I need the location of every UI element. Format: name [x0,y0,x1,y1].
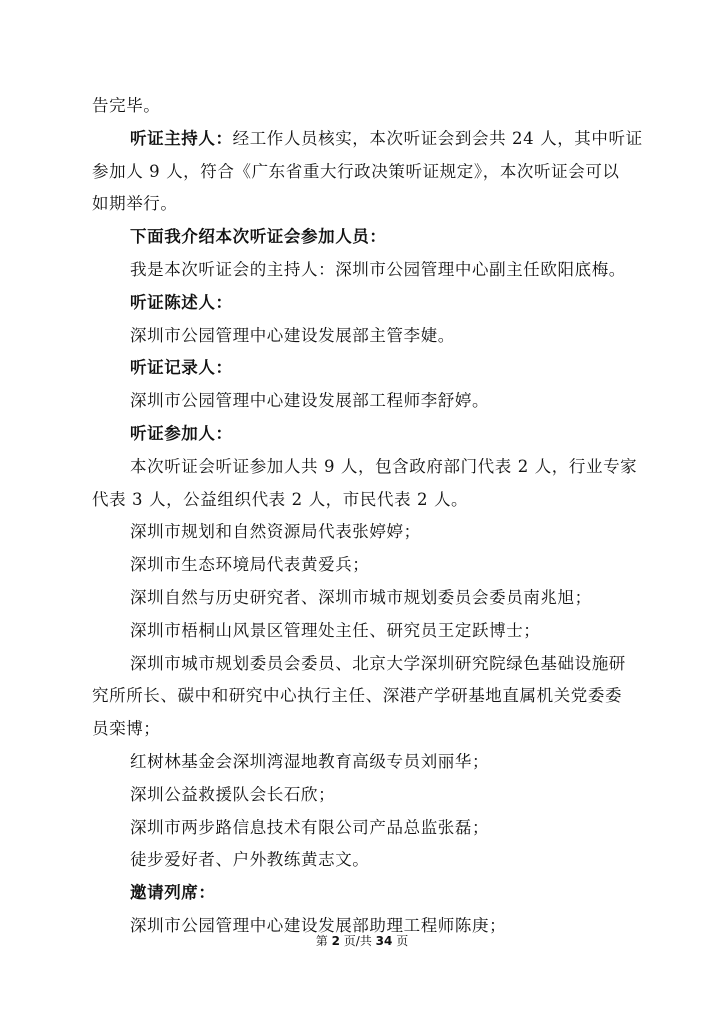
footer-mid: 页/共 [343,934,372,948]
text-line [92,123,643,156]
current-page-number: 2 [331,934,340,948]
section-heading: 邀请列席： [130,883,216,903]
text-line: 如期举行。 [92,194,178,214]
list-item: 红树林基金会深圳湾湿地教育高级专员刘丽华； [130,751,490,771]
text-line: 本次听证会听证参加人共 9 人，包含政府部门代表 2 人，行业专家 [130,456,638,476]
list-item: 深圳市梧桐山风景区管理处主任、研究员王定跃博士； [130,620,541,640]
section-label: 听证主持人： [130,128,233,148]
list-item: 深圳公益救援队会长石欣； [130,784,336,804]
page-footer [0,932,724,949]
text-line: 究所所长、碳中和研究中心执行主任、深港产学研基地直属机关党委委 [92,686,623,706]
list-item: 深圳自然与历史研究者、深圳市城市规划委员会委员南兆旭； [130,587,592,607]
text-line: 员栾博； [92,719,161,739]
list-item: 深圳市公园管理中心建设发展部助理工程师陈庚； [130,915,507,935]
footer-prefix: 第 [315,934,328,948]
total-page-count: 34 [375,934,393,948]
footer-suffix: 页 [396,934,409,948]
section-heading: 听证参加人： [130,423,233,443]
list-item: 深圳市规划和自然资源局代表张婷婷； [130,522,421,542]
list-item: 深圳市两步路信息技术有限公司产品总监张磊； [130,817,490,837]
section-heading: 听证记录人： [130,358,233,378]
section-heading: 听证陈述人： [130,292,233,312]
text-line: 告完毕。 [92,96,161,115]
text-line: 深圳市公园管理中心建设发展部工程师李舒婷。 [130,391,490,411]
list-item: 深圳市生态环境局代表黄爱兵； [130,555,370,575]
list-item: 徒步爱好者、户外教练黄志文。 [130,850,370,870]
list-item: 深圳市城市规划委员会委员、北京大学深圳研究院绿色基础设施研 [130,653,626,673]
text-line: 我是本次听证会的主持人：深圳市公园管理中心副主任欧阳底梅。 [130,259,626,279]
text-line: 代表 3 人，公益组织代表 2 人，市民代表 2 人。 [92,489,469,509]
text-line: 深圳市公园管理中心建设发展部主管李婕。 [130,325,455,345]
text-line: 参加人 9 人，符合《广东省重大行政决策听证规定》，本次听证会可以 [92,161,620,181]
section-heading: 下面我介绍本次听证会参加人员： [130,227,387,247]
document-body [92,90,643,943]
paragraph-text: 经工作人员核实，本次听证会到会共 24 人，其中听证 [232,128,643,148]
